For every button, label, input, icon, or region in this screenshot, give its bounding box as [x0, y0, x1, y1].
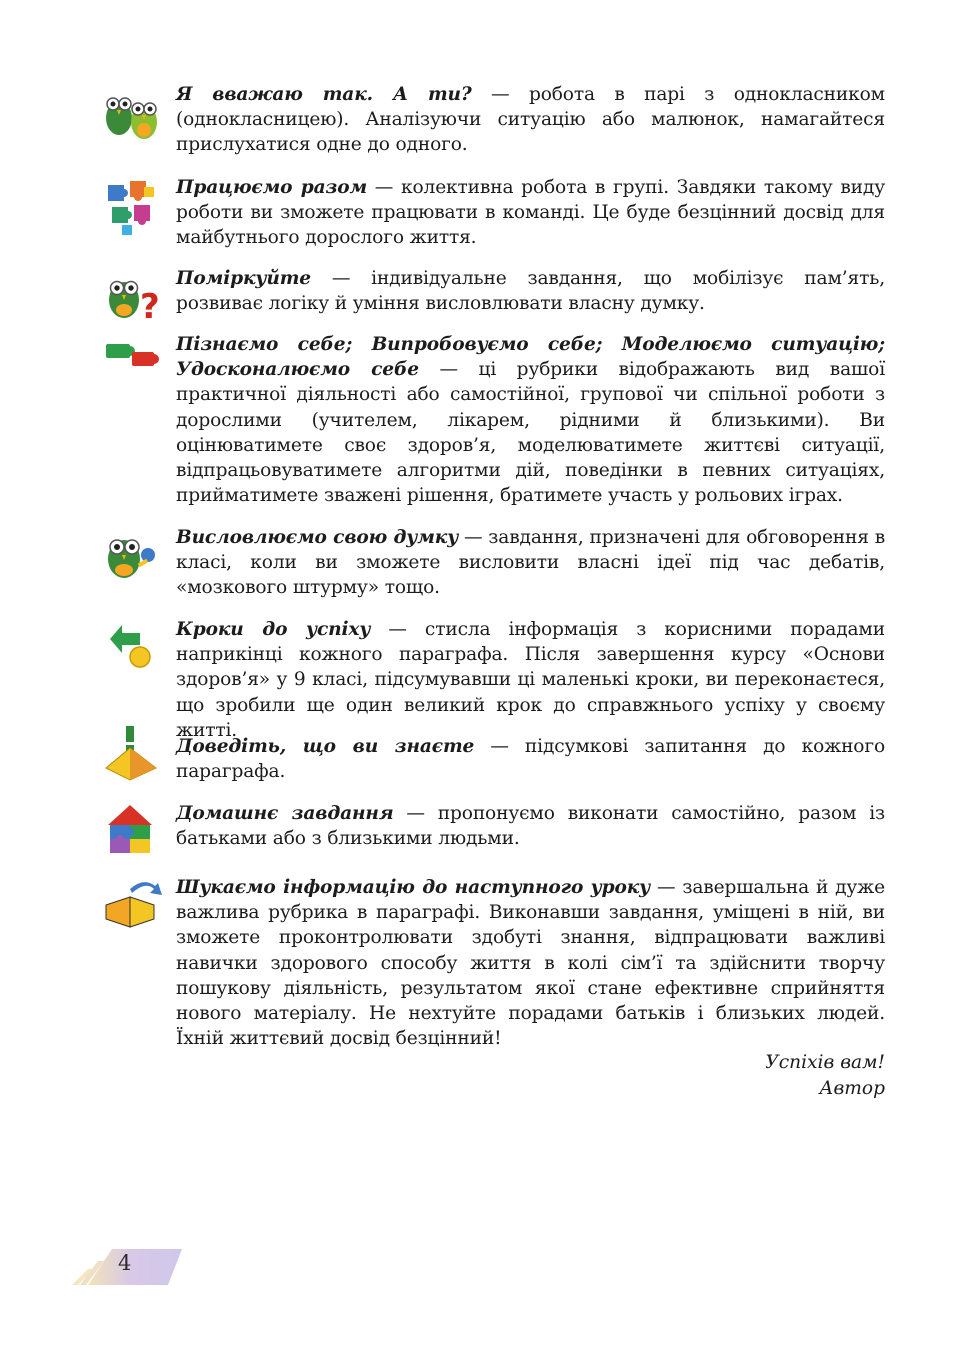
rubric-title: Працюємо разом: [176, 177, 367, 198]
owl-question-icon: [102, 266, 162, 326]
exclamation-pyramid-icon: [102, 724, 162, 784]
rubric-entry-search-info: [102, 875, 885, 1051]
signature-author: Автор: [819, 1078, 885, 1099]
rubric-description: — завдання, призначені для обговорення в класі, коли ви зможете висловити власні ідеї під час дебатів, «мозкового штурму» тощо.: [176, 527, 886, 599]
rubric-entry-homework: [102, 801, 885, 851]
rubric-title: Шукаємо інформацію до наступного уроку: [176, 877, 651, 898]
rubric-description: — ці рубрики відображають вид вашої практичної діяльності або самостійної, групової чи спільної роботи з дорослими (учителем, лікарем, рідними й близькими). Ви оцінюватимете своє здоров’я, моделюватимете життєві ситуації, відпрацьовуватимете алгоритми дій, поведінки в певних ситуаціях, прийматимете зважені рішення, братимете участь у рольових іграх.: [176, 359, 885, 507]
rubric-entry-pair-work: [102, 82, 885, 158]
signature: [765, 1050, 885, 1102]
signature-wish: Успіхів вам!: [765, 1052, 885, 1073]
rubric-description: — колективна робота в групі. Завдяки такому виду роботи ви зможете працювати в команді. Це буде безцінний досвід для майбутнього дорослого життя.: [176, 177, 885, 249]
rubric-entry-practice: [102, 332, 885, 508]
owl-microphone-icon: [102, 525, 162, 585]
arrow-ball-icon: [102, 617, 162, 677]
rubric-description: — робота в парі з однокласником (однокласницею). Аналізуючи ситуацію або малюнок, намагайтеся прислухатися одне до одного.: [176, 84, 885, 156]
puzzle-pieces-icon: [102, 177, 162, 237]
rubric-description: — стисла інформація з корисними порадами наприкінці кожного параграфа. Після завершення курсу «Основи здоров’я» у 9 класі, підсумувавши ці маленькі кроки, ви переконаєтеся, що зробили ще один великий крок до справжнього успіху у своєму житті.: [176, 619, 885, 741]
rubric-title: Поміркуйте: [176, 268, 311, 289]
rubric-description: — завершальна й дуже важлива рубрика в параграфі. Виконавши завдання, уміщені в ній, ви зможете проконтролювати здобуті знання, відпрацювати важливі навички здорового способу життя в колі сім’ї та здійснити творчу пошукову діяльність, результатом якої стане ефективне сприйняття нового матеріалу. Не нехтуйте порадами батьків і близьких людей. Їхній життєвий досвід безцінний!: [176, 877, 885, 1050]
rubric-entry-steps: [102, 617, 885, 743]
rubric-entry-opinion: [102, 525, 885, 601]
rubric-entry-group-work: [102, 175, 885, 251]
rubric-description: — пропонуємо виконати самостійно, разом із батьками або з близькими людьми.: [176, 803, 885, 850]
rubric-description: — індивідуальне завдання, що мобілізує пам’ять, розвиває логіку й уміння висловлювати власну думку.: [176, 268, 885, 315]
page-number: 4: [118, 1251, 132, 1275]
rubric-title: Домашнє завдання: [176, 803, 394, 824]
rubric-description: — підсумкові запитання до кожного параграфа.: [176, 736, 885, 783]
rubric-title: Висловлюємо свою думку: [176, 527, 459, 548]
svg-text:?: ?: [140, 287, 160, 326]
puzzle-house-icon: [102, 801, 162, 861]
rubric-title: Я вважаю так. А ти?: [176, 84, 472, 105]
puzzle-link-icon: [102, 332, 162, 392]
rubric-entry-think: [102, 266, 885, 326]
rubric-entry-prove: [102, 734, 885, 784]
open-book-arrow-icon: [102, 875, 162, 935]
rubric-title: Доведіть, що ви знаєте: [176, 736, 475, 757]
owls-pair-icon: [102, 82, 162, 142]
rubric-title: Кроки до успіху: [176, 619, 371, 640]
rubric-title: Пізнаємо себе; Випробовуємо себе; Моделюємо ситуацію; Удосконалюємо себе: [176, 334, 885, 381]
